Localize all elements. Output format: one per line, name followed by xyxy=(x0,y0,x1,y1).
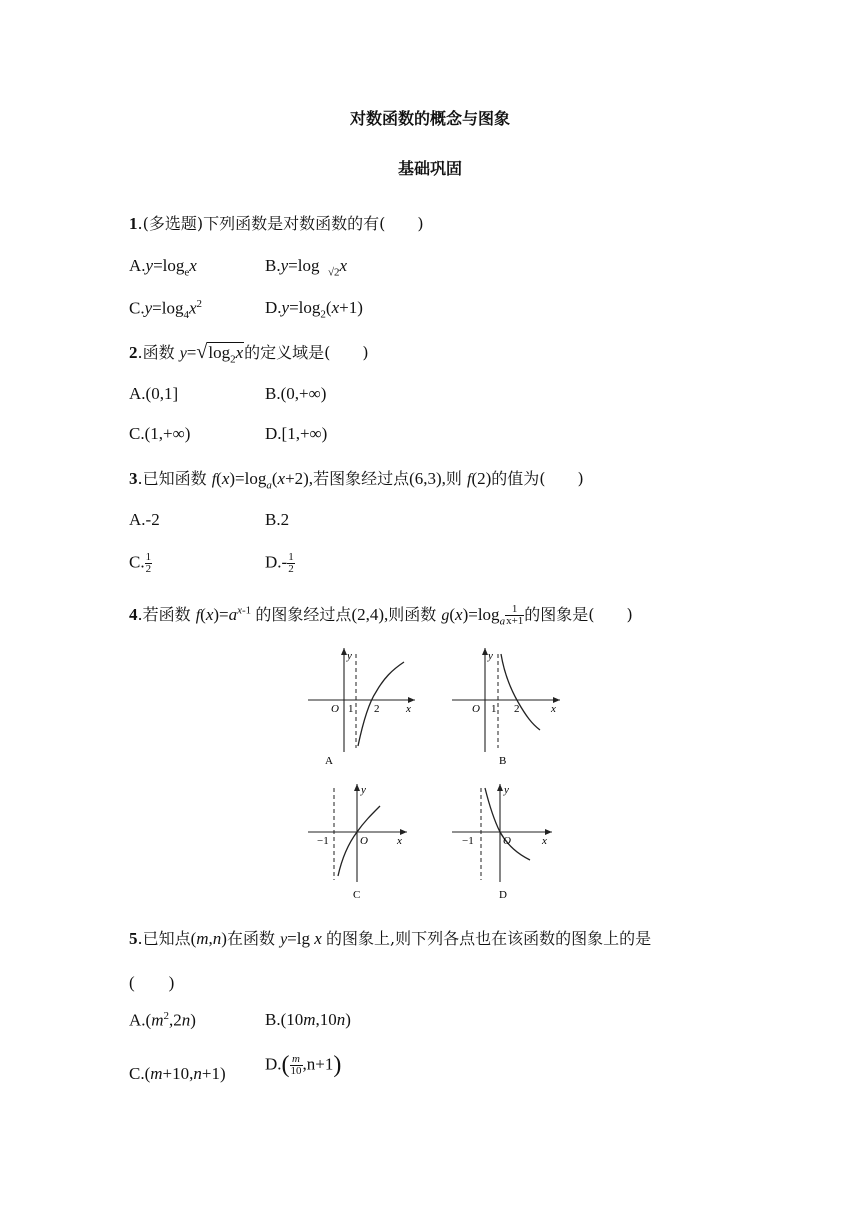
q2-option-a[interactable]: A.(0,1] xyxy=(129,384,179,403)
tick-label: 1 xyxy=(348,703,354,715)
q5-option-a[interactable]: $A.(m^2,2n)$ xyxy=(129,1010,196,1030)
question-text: .(多选题)下列函数是对数函数的有( ) xyxy=(137,214,424,233)
q1-option-a[interactable]: $A.y=\log_ex$ xyxy=(129,256,197,279)
origin-label: O xyxy=(331,703,339,715)
graph-label: C xyxy=(353,889,361,901)
q2-option-b[interactable]: B.(0,+∞) xyxy=(265,384,327,403)
tick-label: 2 xyxy=(374,703,380,715)
q2-option-c[interactable]: C.(1,+∞) xyxy=(129,424,191,443)
question-number: 1 xyxy=(129,214,138,233)
tick-label: 1 xyxy=(491,703,497,715)
question-number: 3 xyxy=(129,469,138,488)
q3-option-a[interactable]: A.-2 xyxy=(129,510,160,529)
question-3-stem: 3.已知函数 $f(x)=\log_a(x+2)$,若图象经过点(6,3),则 f(2)的值为( ) xyxy=(129,469,584,492)
tick-label: 2 xyxy=(514,703,520,715)
graph-d[interactable] xyxy=(448,778,568,906)
q3-option-b[interactable]: B.2 xyxy=(265,510,290,529)
question-4-stem: 4.若函数 $f(x)=a^{x-1}$ 的图象经过点(2,4),则函数 $g(x)=\log_a$ $\frac{1}{x+1}$ 的图象是( ) xyxy=(129,603,633,628)
q3-option-d[interactable]: D.- $\frac{1}{2}$ xyxy=(265,551,294,575)
q1-option-c[interactable]: $C.y=\log_4x^2$ xyxy=(129,298,202,322)
q2-option-d[interactable]: D.[1,+∞) xyxy=(265,424,328,443)
question-number: 4 xyxy=(129,605,138,624)
tick-label: −1 xyxy=(317,835,329,847)
question-1-stem xyxy=(129,211,424,234)
q3-option-c[interactable]: C. $\frac{1}{2}$ xyxy=(129,551,152,575)
y-label: y xyxy=(504,784,509,796)
q5-option-b[interactable]: B.(10m,10n) xyxy=(265,1010,351,1029)
x-label: x xyxy=(397,835,402,847)
graph-a[interactable] xyxy=(300,642,420,770)
question-2-stem: 2.函数 $y=√\log_2x$的定义域是( ) xyxy=(129,341,369,366)
radicand: $\log_2x$ xyxy=(208,343,244,366)
q5-option-c[interactable]: C.(m+10,n+1) xyxy=(129,1064,226,1083)
graph-b[interactable] xyxy=(448,642,568,770)
graph-label: B xyxy=(499,755,507,767)
y-label: y xyxy=(361,784,366,796)
y-label: y xyxy=(488,650,493,662)
graph-label: A xyxy=(325,755,333,767)
tick-label: −1 xyxy=(462,835,474,847)
q5-answer-paren: ( ) xyxy=(129,973,175,992)
q1-option-b[interactable]: B.y=log $_{√2}$x xyxy=(265,256,348,279)
section-subtitle: 基础巩固 xyxy=(397,159,462,178)
x-label: x xyxy=(406,703,411,715)
x-label: x xyxy=(542,835,547,847)
origin-label: O xyxy=(360,835,368,847)
question-number: 2 xyxy=(129,343,138,362)
graph-label: D xyxy=(499,889,507,901)
question-number: 5 xyxy=(129,929,138,948)
q5-option-d[interactable]: D.( $\frac{m}{10}$ ,n+1) xyxy=(265,1052,342,1078)
y-label: y xyxy=(347,650,352,662)
x-label: x xyxy=(551,703,556,715)
origin-label: O xyxy=(472,703,480,715)
question-5-stem: 5.已知点(m,n)在函数 y=lg x 的图象上,则下列各点也在该函数的图象上的是 xyxy=(129,929,652,948)
origin-label: O xyxy=(503,835,511,847)
graph-c[interactable] xyxy=(300,778,420,906)
page-title: 对数函数的概念与图象 xyxy=(349,109,510,128)
q1-option-d[interactable]: $D.y=\log_2(x+1)$ xyxy=(265,298,363,321)
